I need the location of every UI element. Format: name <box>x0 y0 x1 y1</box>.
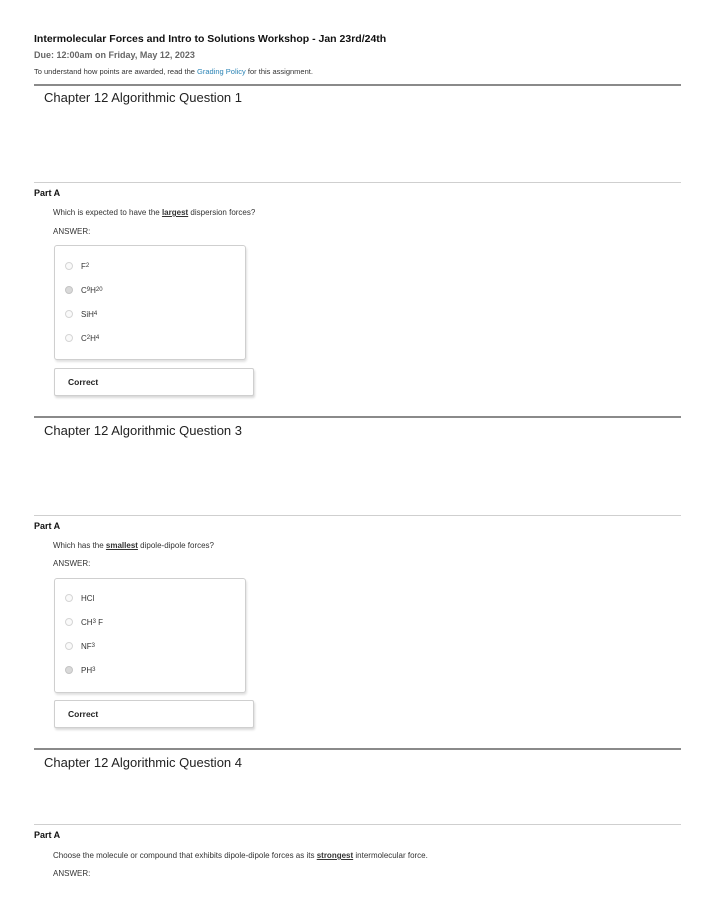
due-date: Due: 12:00am on Friday, May 12, 2023 <box>34 50 195 60</box>
grading-policy-note: To understand how points are awarded, read the Grading Policy for this assignment. <box>34 67 313 76</box>
answer-label: ANSWER: <box>53 227 91 236</box>
part-label: Part A <box>34 521 61 531</box>
part-label: Part A <box>34 830 61 840</box>
question-prompt: Which has the smallest dipole-dipole forces? <box>53 541 214 550</box>
radio-button-selected[interactable] <box>65 286 73 294</box>
radio-button[interactable] <box>65 642 73 650</box>
chapter-heading: Chapter 12 Algorithmic Question 4 <box>44 755 242 770</box>
radio-button[interactable] <box>65 334 73 342</box>
feedback-correct: Correct <box>54 368 254 396</box>
answer-label: ANSWER: <box>53 559 91 568</box>
part-label: Part A <box>34 188 61 198</box>
question-prompt: Choose the molecule or compound that exhibits dipole-dipole forces as its strongest intermolecular force. <box>53 851 428 860</box>
chapter-heading: Chapter 12 Algorithmic Question 3 <box>44 423 242 438</box>
section-divider <box>34 748 681 750</box>
radio-button[interactable] <box>65 310 73 318</box>
chapter-heading: Chapter 12 Algorithmic Question 1 <box>44 90 242 105</box>
section-divider <box>34 84 681 86</box>
answer-label: ANSWER: <box>53 869 91 878</box>
option-nf3[interactable]: NF 3 <box>65 639 95 653</box>
option-f2[interactable]: F 2 <box>65 259 89 273</box>
assignment-title: Intermolecular Forces and Intro to Solutions Workshop - Jan 23rd/24th <box>34 33 387 45</box>
option-ph3[interactable]: PH 3 <box>65 663 95 677</box>
option-sih4[interactable]: SiH 4 <box>65 307 97 321</box>
section-divider <box>34 416 681 418</box>
answer-options <box>54 578 246 693</box>
part-divider <box>34 824 681 825</box>
part-divider <box>34 515 681 516</box>
grading-policy-link[interactable]: Grading Policy <box>197 67 246 76</box>
option-ch3f[interactable]: CH 3 F <box>65 615 103 629</box>
answer-options <box>54 245 246 360</box>
radio-button-selected[interactable] <box>65 666 73 674</box>
option-c9h20[interactable]: C 9 H 20 <box>65 283 103 297</box>
radio-button[interactable] <box>65 262 73 270</box>
question-prompt: Which is expected to have the largest dispersion forces? <box>53 208 256 217</box>
part-divider <box>34 182 681 183</box>
option-hcl[interactable]: HCl <box>65 591 94 605</box>
option-c2h4[interactable]: C 2 H 4 <box>65 331 99 345</box>
feedback-correct: Correct <box>54 700 254 728</box>
radio-button[interactable] <box>65 594 73 602</box>
radio-button[interactable] <box>65 618 73 626</box>
